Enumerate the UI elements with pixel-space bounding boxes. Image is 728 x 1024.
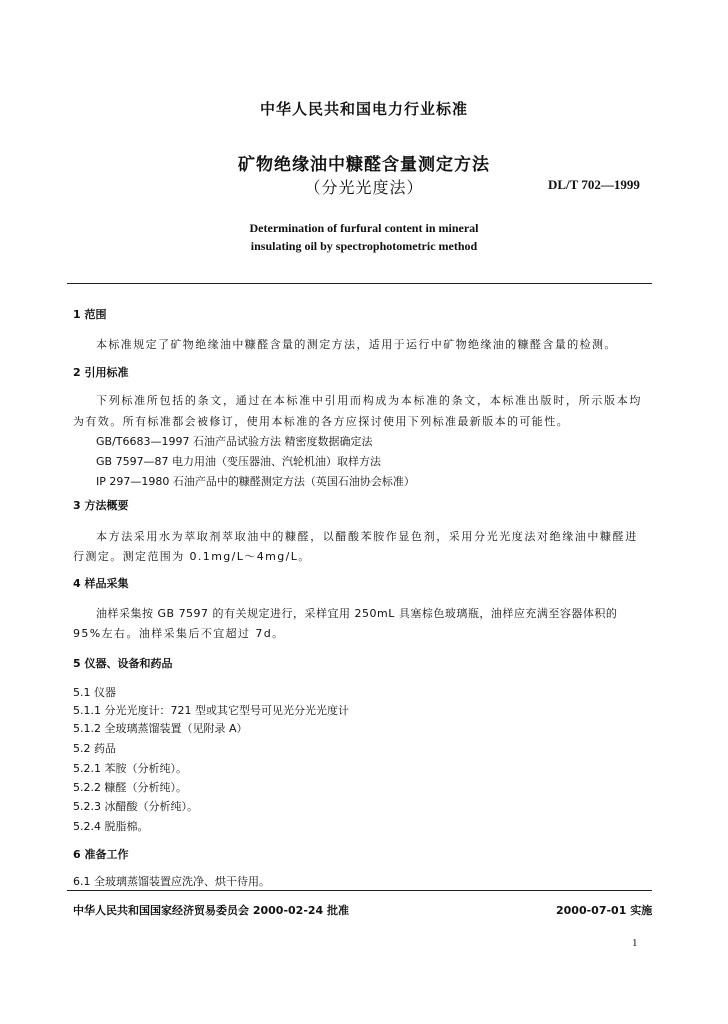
reference-item: IP 297—1980 石油产品中的糠醛测定方法（英国石油协会标准） bbox=[96, 475, 415, 488]
document-subtitle: （分光光度法） bbox=[304, 178, 424, 197]
section-2-heading: 2 引用标准 bbox=[73, 366, 129, 379]
document-title: 矿物绝缘油中糠醛含量测定方法 bbox=[238, 155, 490, 175]
section-5-item: 5.2 药品 bbox=[73, 742, 116, 755]
section-5-heading: 5 仪器、设备和药品 bbox=[73, 657, 173, 670]
section-3-heading: 3 方法概要 bbox=[73, 499, 129, 512]
publisher-title: 中华人民共和国电力行业标准 bbox=[259, 100, 468, 118]
english-title-line-2: insulating oil by spectrophotometric method bbox=[250, 239, 478, 253]
section-6-heading: 6 准备工作 bbox=[73, 848, 129, 861]
section-3-text-line-1: 本方法采用水为萃取剂萃取油中的糠醛，以醋酸苯胺作显色剂，采用分光光度法对绝缘油中糠醛进 bbox=[96, 530, 638, 543]
standard-number: DL/T 702—1999 bbox=[548, 177, 640, 192]
section-5-item: 5.2.4 脱脂棉。 bbox=[73, 820, 149, 833]
section-4-heading: 4 样品采集 bbox=[73, 577, 129, 590]
section-5-item: 5.1 仪器 bbox=[73, 686, 116, 699]
section-5-item: 5.2.3 冰醋酸（分析纯）。 bbox=[73, 800, 198, 813]
section-3-text-line-2: 行测定。测定范围为 0.1mg/L～4mg/L。 bbox=[73, 550, 311, 563]
english-title-line-1: Determination of furfural content in mineral bbox=[249, 221, 479, 235]
section-4-text-line-1: 油样采集按 GB 7597 的有关规定进行，采样宜用 250mL 具塞棕色玻璃瓶，油样应充满至容器体积的 bbox=[96, 607, 618, 620]
section-1-text: 本标准规定了矿物绝缘油中糠醛含量的测定方法，适用于运行中矿物绝缘油的糠醛含量的检测。 bbox=[96, 338, 617, 351]
section-5-item: 5.2.2 糠醛（分析纯）。 bbox=[73, 781, 187, 794]
section-1-heading: 1 范围 bbox=[73, 308, 107, 321]
section-4-text-line-2: 95%左右。油样采集后不宜超过 7d。 bbox=[73, 627, 285, 640]
title-divider bbox=[67, 283, 652, 284]
section-5-item: 5.1.2 全玻璃蒸馏装置（见附录 A） bbox=[73, 722, 248, 735]
section-5-item: 5.1.1 分光光度计：721 型或其它型号可见光分光光度计 bbox=[73, 704, 349, 717]
section-2-text-line-1: 下列标准所包括的条文，通过在本标准中引用而构成为本标准的条文，本标准出版时，所示版本均 bbox=[96, 394, 643, 407]
footer-divider bbox=[67, 890, 652, 891]
approval-line: 中华人民共和国国家经济贸易委员会 2000-02-24 批准 bbox=[73, 904, 350, 917]
section-2-text-line-2: 为有效。所有标准都会被修订，使用本标准的各方应探讨使用下列标准最新版本的可能性。 bbox=[73, 415, 569, 428]
page-number: 1 bbox=[632, 937, 638, 949]
section-6-item: 6.1 全玻璃蒸馏装置应洗净、烘干待用。 bbox=[73, 875, 270, 888]
reference-item: GB 7597—87 电力用油（变压器油、汽轮机油）取样方法 bbox=[96, 455, 382, 468]
section-5-item: 5.2.1 苯胺（分析纯）。 bbox=[73, 762, 187, 775]
reference-item: GB/T6683—1997 石油产品试验方法 精密度数据确定法 bbox=[96, 435, 373, 448]
effective-date: 2000-07-01 实施 bbox=[556, 904, 653, 917]
